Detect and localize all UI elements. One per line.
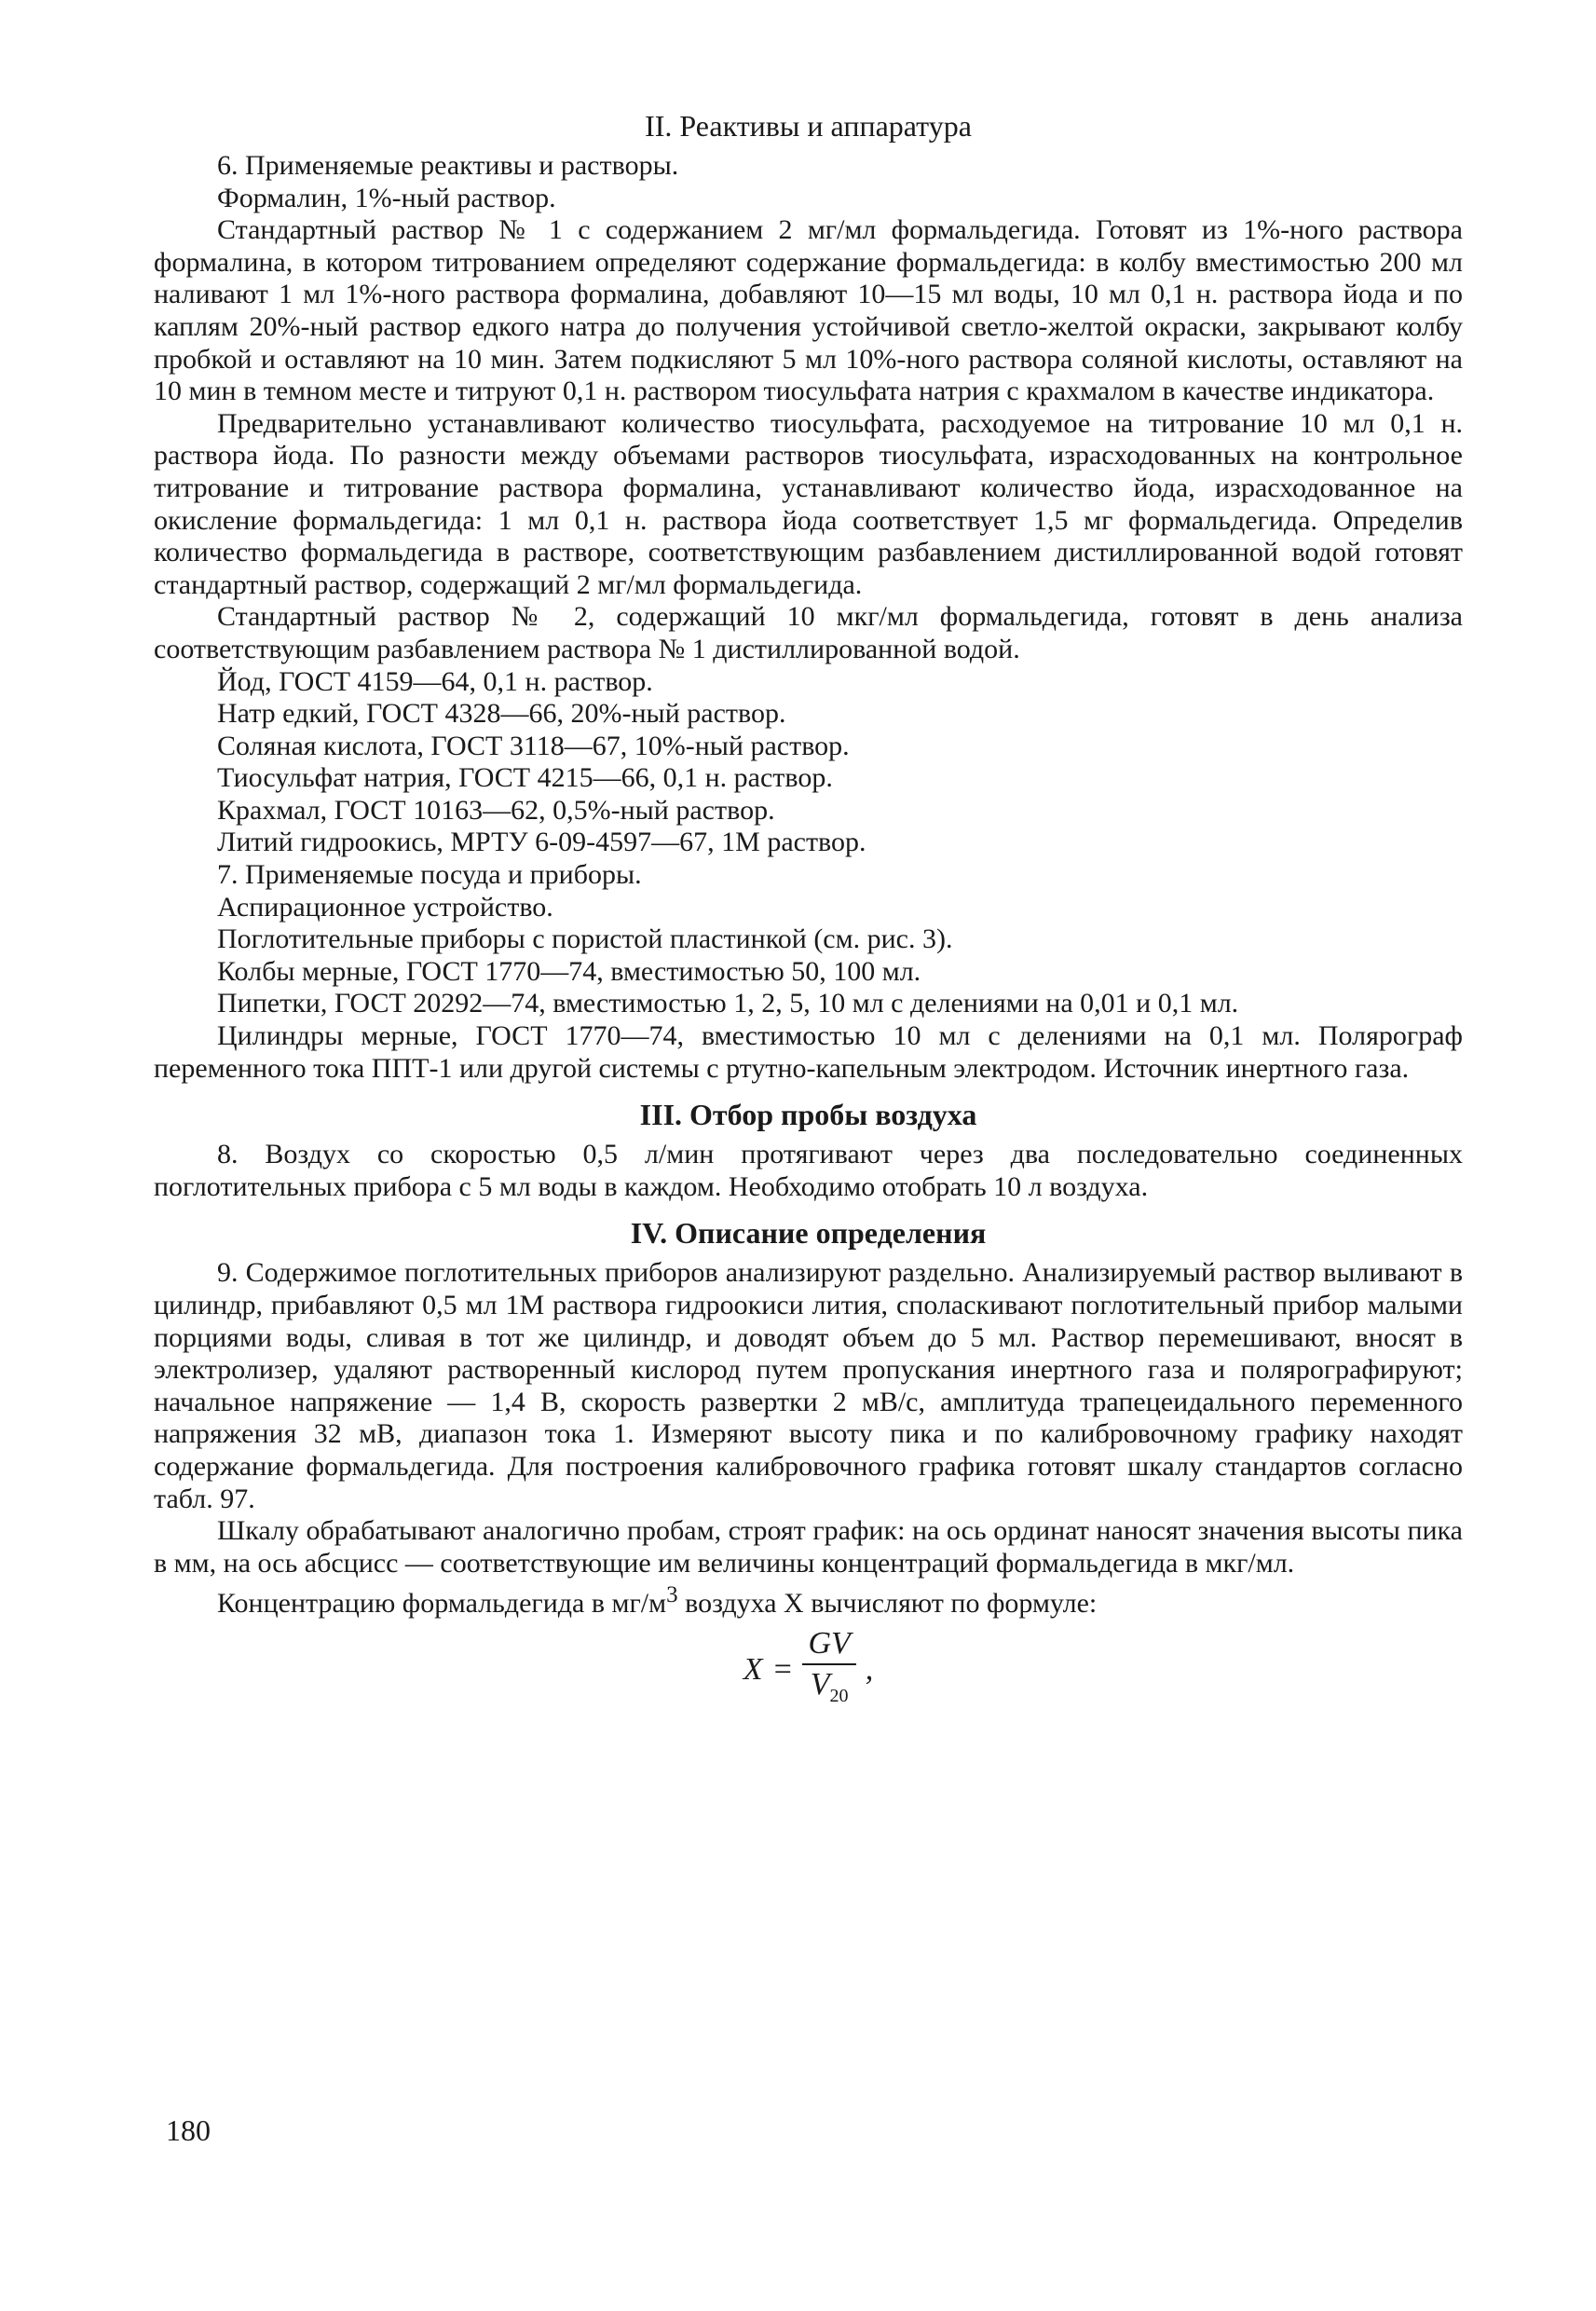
reagent-lithium-hydroxide: Литий гидроокись, МРТУ 6-09-4597—67, 1М раствор. — [217, 827, 866, 858]
item-6-title: 6. Применяемые реактивы и растворы. — [217, 150, 679, 181]
formula-denominator-base: V — [810, 1666, 830, 1702]
concentration-unit-exponent: 3 — [666, 1582, 678, 1608]
paragraph-preliminary: Предварительно устанавливают количество тиосульфата, расходуемое на титрование 10 мл 0,1 н. раствора йода. По разности между объемами растворов тиосульфата, израсходованных на контрольное титрование и титрование раствора формалина, устанавливают количество йода, израсходованное на окисление формальдегида: 1 мл 0,1 н. раствора йода соответствует 1,5 мг формальдегида. Определив количество формальдегида в растворе, соответствующим разбавлением дистиллированной водой готовят стандартный раствор, содержащий 2 мг/мл формальдегида. — [154, 407, 1463, 600]
reagent-starch: Крахмал, ГОСТ 10163—62, 0,5%-ный раствор. — [217, 794, 775, 826]
concentration-text-pre: Концентрацию формальдегида в мг/м — [217, 1588, 667, 1620]
formula-denominator — [811, 1665, 849, 1716]
section-heading-reagents: II. Реактивы и аппаратура — [645, 109, 972, 143]
paragraph-standard-solution-2: Стандартный раствор № 2, содержащий 10 мкг/мл формальдегида, готовят в день анализа соответствующим разбавлением раствора № 1 дистиллированной водой. — [154, 601, 1463, 664]
reagent-iodine: Йод, ГОСТ 4159—64, 0,1 н. раствор. — [217, 665, 653, 697]
paragraph-9: 9. Содержимое поглотительных приборов анализируют раздельно. Анализируемый раствор выливают в цилиндр, прибавляют 0,5 мл 1М раствора гидроокиси лития, споласкивают поглотительный прибор малыми порциями воды, сливая в тот же цилиндр, и доводят объем до 5 мл. Раствор перемешивают, вносят в электролизер, удаляют растворенный кислород путем пропускания инертного газа и полярографируют; начальное напряжение — 1,4 В, скорость развертки 2 мВ/с, амплитуда трапецеидального переменного напряжения 32 мВ, диапазон тока 1. Измеряют высоту пика и по калибровочному графику находят содержание формальдегида. Для построения калибровочного графика готовят шкалу стандартов согласно табл. 97. — [154, 1257, 1463, 1514]
formula-tail: , — [865, 1651, 874, 1687]
paragraph-pipettes: Пипетки, ГОСТ 20292—74, вместимостью 1, 2, 5, 10 мл с делениями на 0,01 и 0,1 мл. — [217, 988, 1239, 1019]
paragraph-concentration — [154, 1579, 1463, 1620]
equipment-aspirator: Аспирационное устройство. — [217, 891, 553, 923]
page-number: 180 — [166, 2113, 211, 2147]
item-7-title: 7. Применяемые посуда и приборы. — [217, 859, 642, 891]
formula-denominator-sub: 20 — [829, 1685, 849, 1706]
reagent-sodium-thiosulfate: Тиосульфат натрия, ГОСТ 4215—66, 0,1 н. раствор. — [217, 762, 833, 794]
paragraph-scale: Шкалу обрабатывают аналогично пробам, строят график: на ось ординат наносят значения высоты пика в мм, на ось абсцисс — соответствующие им величины концентраций формальдегида в мкг/мл. — [154, 1515, 1463, 1579]
equipment-flasks: Колбы мерные, ГОСТ 1770—74, вместимостью 50, 100 мл. — [217, 955, 921, 987]
section-heading-sampling: III. Отбор пробы воздуха — [639, 1098, 977, 1132]
formula-numerator: GV — [802, 1624, 855, 1665]
formula-equals: = — [771, 1651, 794, 1687]
reagent-sodium-hydroxide: Натр едкий, ГОСТ 4328—66, 20%-ный раствор. — [217, 698, 786, 730]
equipment-absorbers: Поглотительные приборы с пористой пластинкой (см. рис. 3). — [217, 923, 953, 955]
formula-fraction — [802, 1624, 855, 1716]
reagent-hydrochloric-acid: Соляная кислота, ГОСТ 3118—67, 10%-ный раствор. — [217, 730, 850, 761]
formalin-line: Формалин, 1%-ный раствор. — [217, 182, 556, 213]
paragraph-8: 8. Воздух со скоростью 0,5 л/мин протягивают через два последовательно соединенных поглотительных прибора с 5 мл воды в каждом. Необходимо отобрать 10 л воздуха. — [154, 1139, 1463, 1202]
paragraph-cylinders: Цилиндры мерные, ГОСТ 1770—74, вместимостью 10 мл с делениями на 0,1 мл. Полярограф переменного тока ППТ-1 или другой системы с ртутно-капельным электродом. Источник инертного газа. — [154, 1020, 1463, 1084]
formula-lhs: X — [743, 1651, 763, 1687]
section-heading-procedure: IV. Описание определения — [630, 1216, 987, 1251]
paragraph-standard-solution-1: Стандартный раствор № 1 с содержанием 2 мг/мл формальдегида. Готовят из 1%-ного раствора формалина, в котором титрованием определяют содержание формальдегида: в колбу вместимостью 200 мл наливают 1 мл 1%-ного раствора формалина, добавляют 10—15 мл воды, 10 мл 0,1 н. раствора йода и по каплям 20%-ный раствор едкого натра до получения устойчивой светло-желтой окраски, закрывают колбу пробкой и оставляют на 10 мин. Затем подкисляют 5 мл 10%-ного раствора соляной кислоты, оставляют на 10 мин в темном месте и титруют 0,1 н. раствором тиосульфата натрия с крахмалом в качестве индикатора. — [154, 214, 1463, 407]
concentration-text-post: воздуха X вычисляют по формуле: — [677, 1588, 1098, 1620]
formula — [154, 1624, 1463, 1714]
document-page — [154, 107, 1463, 1714]
